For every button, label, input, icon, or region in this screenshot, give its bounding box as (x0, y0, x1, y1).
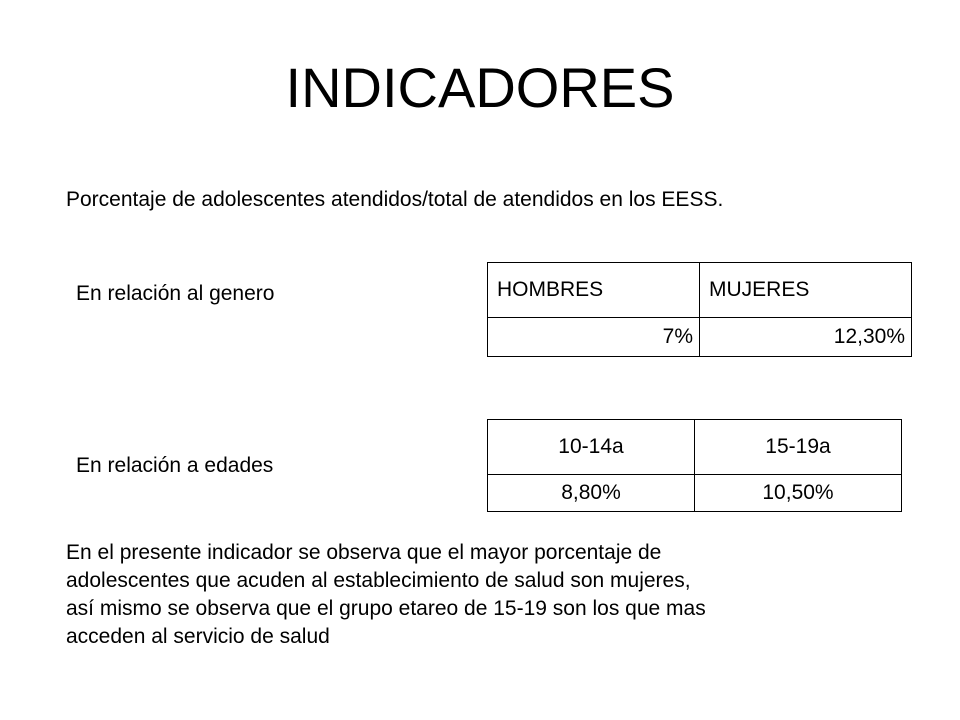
header-cell-mujeres: MUJERES (700, 263, 912, 318)
conclusion-line: acceden al servicio de salud (66, 625, 330, 648)
gender-table (487, 262, 912, 357)
header-cell-15-19: 15-19a (695, 420, 902, 475)
conclusion-line: En el presente indicador se observa que el mayor porcentaje de (66, 541, 662, 564)
table-header-row (488, 263, 912, 318)
conclusion-line: adolescentes que acuden al establecimiento de salud son mujeres, (66, 569, 691, 592)
value-cell-mujeres: 12,30% (700, 318, 912, 357)
indicator-description: Porcentaje de adolescentes atendidos/total de atendidos en los EESS. (66, 188, 724, 211)
page-title: INDICADORES (285, 56, 675, 119)
value-cell-15-19: 10,50% (695, 475, 902, 512)
header-cell-10-14: 10-14a (488, 420, 695, 475)
table-row (488, 475, 902, 512)
conclusion-paragraph (66, 539, 926, 651)
age-table (487, 419, 902, 512)
header-cell-hombres: HOMBRES (488, 263, 700, 318)
gender-section-label: En relación al genero (76, 282, 275, 305)
age-section-label: En relación a edades (76, 454, 274, 477)
value-cell-hombres: 7% (488, 318, 700, 357)
conclusion-line: así mismo se observa que el grupo etareo de 15-19 son los que mas (66, 597, 706, 620)
value-cell-10-14: 8,80% (488, 475, 695, 512)
table-row (488, 318, 912, 357)
table-header-row (488, 420, 902, 475)
